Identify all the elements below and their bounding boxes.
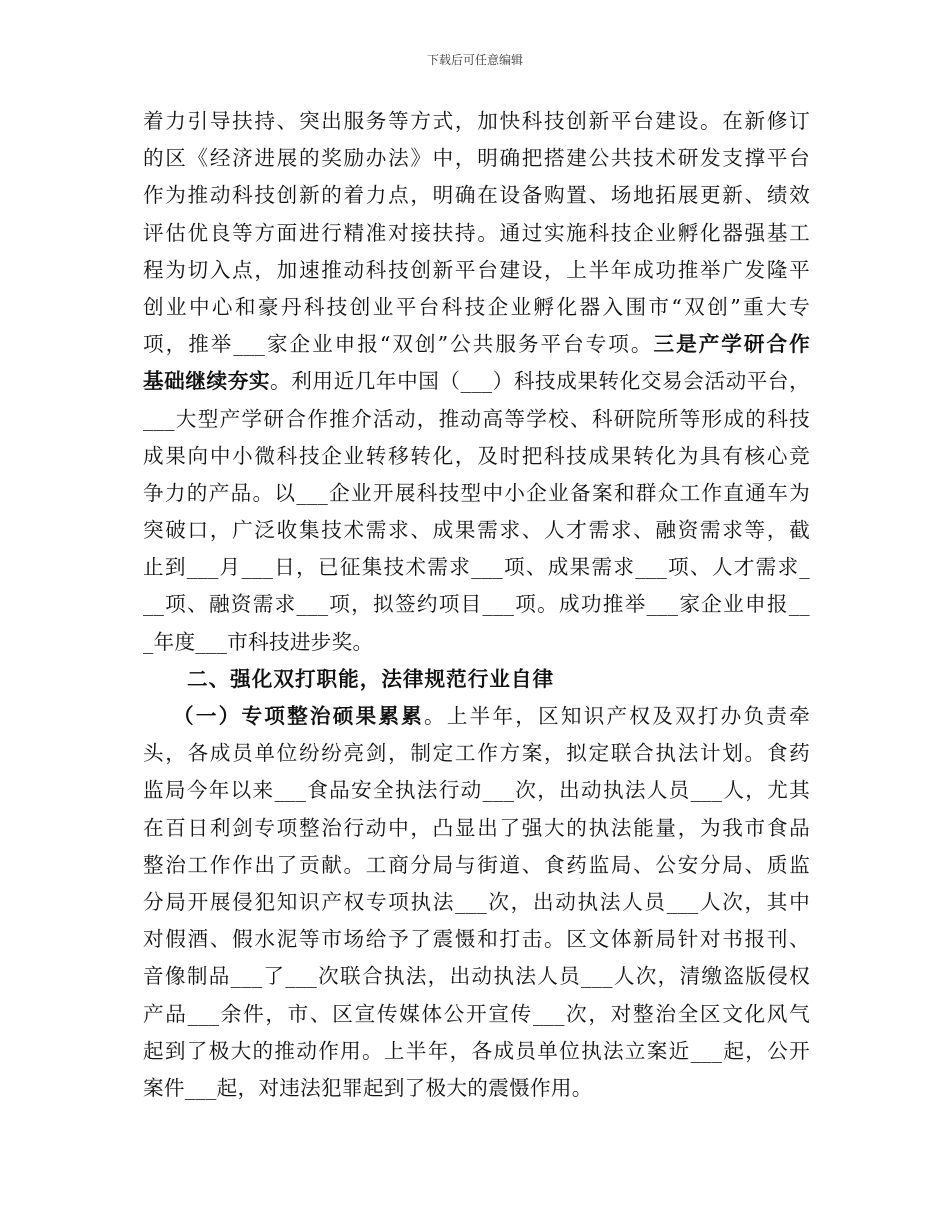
- paragraph-line: 头，各成员单位纷纷亮剑，制定工作方案，拟定联合执法计划。食药: [143, 741, 810, 766]
- paragraph-line: 的区《经济进展的奖励办法》中，明确把搭建公共技术研发支撑平台: [143, 146, 810, 171]
- paragraph-line: [143, 698, 810, 735]
- paragraph-line: 争力的产品。以___企业开展科技型中小企业备案和群众工作直通车为: [143, 480, 810, 505]
- paragraph-line: 成果向中小微科技企业转移转化，及时把科技成果转化为具有核心竞: [143, 443, 810, 468]
- section-heading: 二、强化双打职能，法律规范行业自律: [187, 666, 555, 691]
- paragraph-line: 分局开展侵犯知识产权专项执法___次，出动执法人员___人次，其中: [143, 889, 810, 914]
- paragraph-line-text: 。利用近几年中国（___）科技成果转化交易会活动平台，: [270, 369, 810, 394]
- document-body: [143, 103, 810, 1107]
- paragraph-line: _年度___市科技进步奖。: [143, 629, 374, 654]
- paragraph-line: 整治工作作出了贡献。工商分局与街道、食药监局、公安分局、质监: [143, 852, 810, 877]
- paragraph-line: 评估优良等方面进行精准对接扶持。通过实施科技企业孵化器强基工: [143, 220, 810, 245]
- inline-heading: 三是产学研合作: [653, 332, 810, 357]
- paragraph-line: 止到___月___日，已征集技术需求___项、成果需求___项、人才需求_: [143, 555, 810, 580]
- paragraph-line: 案件___起，对违法犯罪起到了极大的震慑作用。: [143, 1075, 593, 1100]
- paragraph-line: [143, 326, 810, 363]
- paragraph-line: 对假酒、假水泥等市场给予了震慑和打击。区文体新局针对书报刊、: [143, 927, 810, 952]
- paragraph-line: 产品___余件，市、区宣传媒体公开宣传___次，对整治全区文化风气: [143, 1001, 810, 1026]
- paragraph-line: 突破口，广泛收集技术需求、成果需求、人才需求、融资需求等，截: [143, 518, 810, 543]
- paragraph-line-text: 。上半年，区知识产权及双打办负责牵: [424, 704, 810, 728]
- paragraph-line: 着力引导扶持、突出服务等方式，加快科技创新平台建设。在新修订: [143, 109, 810, 133]
- paragraph-line: [143, 363, 810, 400]
- paragraph-line: 起到了极大的推动作用。上半年，各成员单位执法立案近___起，公开: [143, 1038, 810, 1063]
- paragraph-line: 程为切入点，加速推动科技创新平台建设，上半年成功推举广发隆平: [143, 257, 810, 282]
- paragraph-line-text: 项，推举___家企业申报“双创”公共服务平台专项。: [143, 332, 654, 357]
- paragraph-line: 音像制品___了___次联合执法，出动执法人员___人次，清缴盗版侵权: [143, 964, 810, 989]
- paragraph-line: __项、融资需求___项，拟签约项目___项。成功推举___家企业申报__: [143, 592, 810, 617]
- paragraph-line: 创业中心和豪丹科技创业平台科技企业孵化器入围市“双创”重大专: [143, 294, 810, 319]
- subsection-heading: （一）专项整治硕果累累: [173, 704, 424, 728]
- paragraph-line: 在百日利剑专项整治行动中，凸显出了强大的执法能量，为我市食品: [143, 815, 810, 840]
- paragraph-line: 监局今年以来___食品安全执法行动___次，出动执法人员___人，尤其: [143, 778, 810, 803]
- page-header: 下载后可任意编辑: [426, 53, 523, 67]
- paragraph-line: 作为推动科技创新的着力点，明确在设备购置、场地拓展更新、绩效: [143, 183, 810, 208]
- inline-heading: 基础继续夯实: [143, 369, 271, 394]
- paragraph-line: ___大型产学研合作推介活动，推动高等学校、科研院所等形成的科技: [143, 406, 810, 431]
